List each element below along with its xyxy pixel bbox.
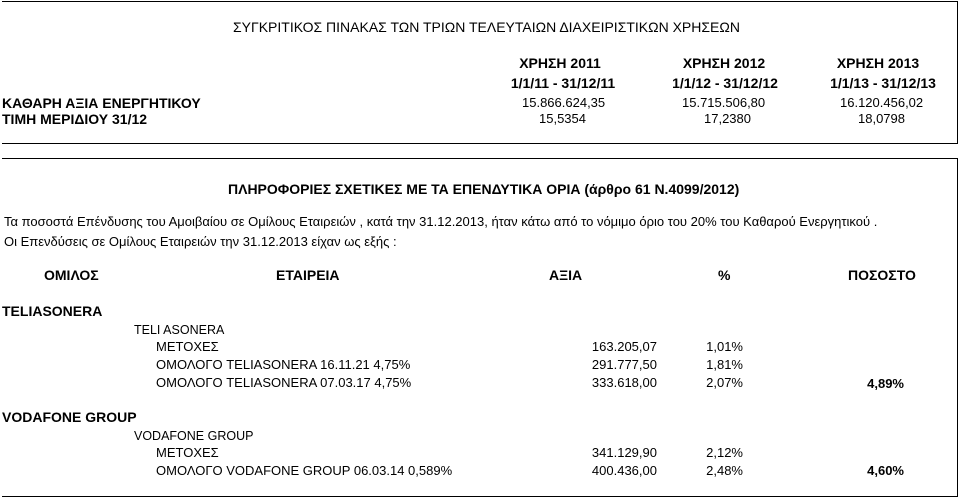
column-header-group: ΟΜΙΛΟΣ: [44, 267, 99, 283]
group-total-pct-teliasonera: 4,89%: [867, 376, 904, 391]
year-header-2013: ΧΡΗΣΗ 2013: [836, 55, 920, 71]
column-header-value: ΑΞΙΑ: [549, 267, 583, 283]
holding-label: ΜΕΤΟΧΕΣ: [156, 339, 219, 354]
nav-2012: 15.715.506,80: [682, 95, 766, 110]
info-line-2: Οι Επενδύσεις σε Ομίλους Εταιρειών την 31.12.2013 είχαν ως εξής :: [4, 234, 397, 249]
holding-value: 333.618,00: [591, 375, 657, 390]
year-header-2011: ΧΡΗΣΗ 2011: [519, 55, 601, 71]
holding-pct: 2,12%: [706, 445, 743, 460]
holding-pct: 2,07%: [706, 375, 743, 390]
unit-price-2013: 18,0798: [858, 111, 905, 126]
holding-label: ΟΜΟΛΟΓΟ VODAFONE GROUP 06.03.14 0,589%: [156, 463, 453, 478]
unit-price-row-label: ΤΙΜΗ ΜΕΡΙΔΙΟΥ 31/12: [2, 111, 148, 127]
holding-value: 400.436,00: [591, 463, 657, 478]
nav-2013: 16.120.456,02: [840, 95, 924, 110]
year-period-2011: 1/1/11 - 31/12/11: [510, 75, 616, 91]
holding-value: 341.129,90: [591, 445, 657, 460]
info-line-1: Τα ποσοστά Επένδυσης του Αμοιβαίου σε Ομίλους Εταιρειών , κατά την 31.12.2013, ήταν κάτω από το νόμιμο όριο του 20% του Καθαρού Ενεργητικού .: [4, 214, 878, 229]
holding-label: ΜΕΤΟΧΕΣ: [156, 445, 219, 460]
holding-label: ΟΜΟΛΟΓΟ TELIASONERA 16.11.21 4,75%: [156, 357, 411, 372]
year-period-2012: 1/1/12 - 31/12/12: [672, 75, 778, 91]
company-name-vodafone: VODAFONE GROUP: [134, 429, 254, 443]
year-period-2013: 1/1/13 - 31/12/13: [830, 75, 936, 91]
company-name-teliasonera: TELI ASONERA: [134, 323, 225, 337]
unit-price-2012: 17,2380: [704, 111, 751, 126]
page-title: ΣΥΓΚΡΙΤΙΚΟΣ ΠΙΝΑΚΑΣ ΤΩΝ ΤΡΙΩΝ ΤΕΛΕΥΤΑΙΩΝ ΔΙΑΧΕΙΡΙΣΤΙΚΩΝ ΧΡΗΣΕΩΝ: [233, 19, 740, 35]
column-header-total-pct: ΠΟΣΟΣΤΟ: [848, 267, 916, 283]
column-header-pct: %: [718, 267, 731, 283]
unit-price-2011: 15,5354: [539, 111, 586, 126]
info-heading: ΠΛΗΡΟΦΟΡΙΕΣ ΣΧΕΤΙΚΕΣ ΜΕ ΤΑ ΕΠΕΝΔΥΤΙΚΑ ΟΡΙΑ (άρθρο 61 Ν.4099/2012): [228, 181, 740, 197]
column-header-company: ΕΤΑΙΡΕΙΑ: [276, 267, 340, 283]
group-name-teliasonera: TELIASONERA: [2, 303, 103, 319]
holding-pct: 1,01%: [706, 339, 743, 354]
holding-value: 291.777,50: [591, 357, 657, 372]
holding-value: 163.205,07: [591, 339, 657, 354]
holding-label: ΟΜΟΛΟΓΟ TELIASONERA 07.03.17 4,75%: [156, 375, 412, 390]
holding-pct: 1,81%: [706, 357, 743, 372]
year-header-2012: ΧΡΗΣΗ 2012: [682, 55, 766, 71]
group-total-pct-vodafone: 4,60%: [867, 463, 904, 478]
nav-2011: 15.866.624,35: [522, 95, 606, 110]
group-name-vodafone: VODAFONE GROUP: [2, 409, 137, 425]
nav-row-label: ΚΑΘΑΡΗ ΑΞΙΑ ΕΝΕΡΓΗΤΙΚΟΥ: [2, 95, 201, 111]
holding-pct: 2,48%: [706, 463, 743, 478]
